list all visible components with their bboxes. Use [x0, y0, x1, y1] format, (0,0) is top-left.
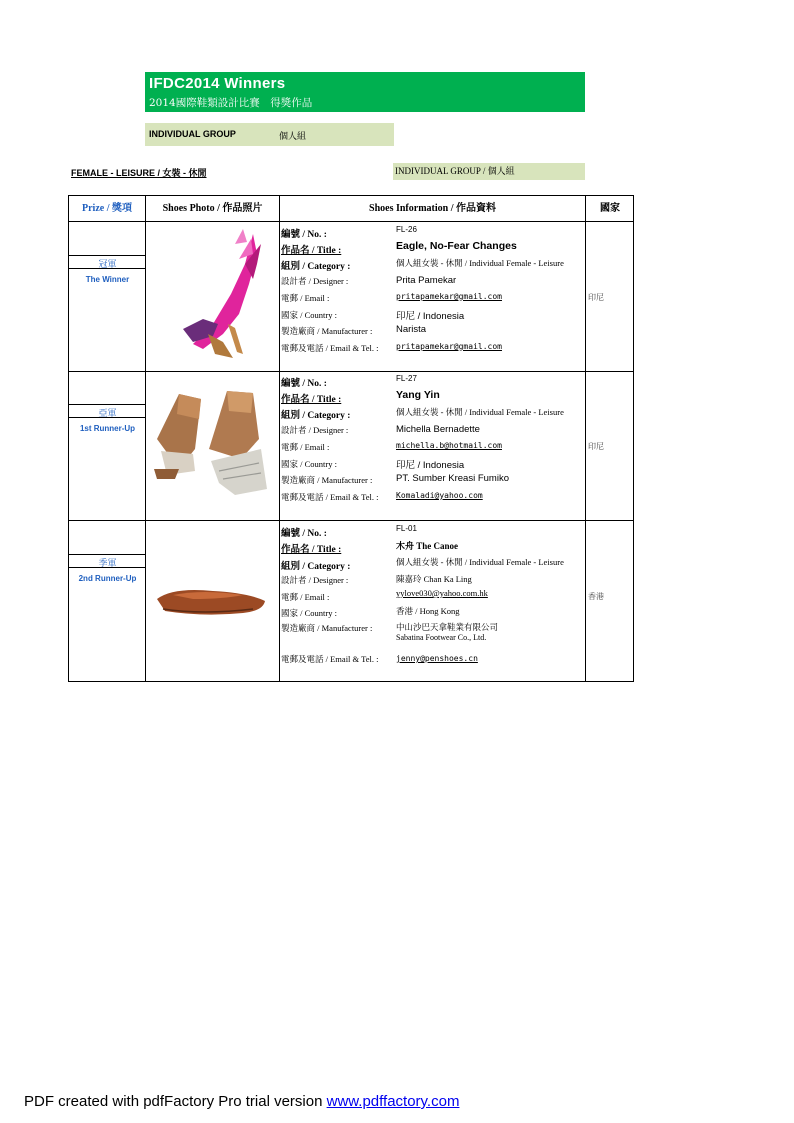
label-title: 作品名 / Title : [281, 246, 342, 256]
pink-eagle-shoe-photo [173, 224, 263, 364]
label-designer: 設計者 / Designer : [281, 425, 349, 435]
entry-manufacturer: 中山沙巴天拿鞋業有限公司 [396, 622, 499, 632]
entry-contact-link[interactable]: Komaladi@yahoo.com [396, 491, 483, 500]
entry-manufacturer: PT. Sumber Kreasi Fumiko [396, 473, 509, 484]
entry-email-link[interactable]: yylove030@yahoo.com.hk [396, 588, 488, 598]
label-contact: 電郵及電話 / Email & Tel. : [281, 343, 379, 353]
category-title: FEMALE - LEISURE / 女裝 - 休閒 [71, 168, 207, 178]
entry-manufacturer: Narista [396, 324, 427, 335]
label-no: 編號 / No. : [281, 529, 327, 539]
label-designer: 設計者 / Designer : [281, 276, 349, 286]
label-contact: 電郵及電話 / Email & Tel. : [281, 654, 379, 664]
entry-country: 印尼 / Indonesia [396, 460, 465, 471]
entry-title: Yang Yin [396, 389, 440, 401]
footer-link[interactable]: www.pdffactory.com [326, 1093, 460, 1110]
table-divider [279, 196, 280, 682]
label-email: 電郵 / Email : [281, 442, 330, 452]
label-no: 編號 / No. : [281, 230, 327, 240]
pdf-footer [24, 1093, 459, 1110]
entry-email-link[interactable]: pritapamekar@gmail.com [396, 292, 502, 301]
wedge-sandals-photo [149, 379, 273, 501]
table-divider [69, 371, 634, 372]
table-divider [69, 221, 634, 222]
label-contact: 電郵及電話 / Email & Tel. : [281, 492, 379, 502]
label-manufacturer: 製造廠商 / Manufacturer : [281, 475, 373, 485]
entry-contact-link[interactable]: jenny@penshoes.cn [396, 654, 478, 663]
entry-category: 個人組女裝 - 休閒 / Individual Female - Leisure [396, 258, 564, 268]
label-country: 國家 / Country : [281, 310, 337, 320]
label-category: 組別 / Category : [281, 262, 351, 272]
entry-designer: Michella Bernadette [396, 424, 480, 435]
prize-zh: 冠軍 [98, 260, 117, 270]
prize-en: 2nd Runner-Up [78, 574, 137, 583]
label-no: 編號 / No. : [281, 379, 327, 389]
entry-no: FL-27 [396, 374, 417, 383]
entry-category: 個人組女裝 - 休閒 / Individual Female - Leisure [396, 407, 564, 417]
entry-country: 香港 / Hong Kong [396, 606, 460, 616]
label-country: 國家 / Country : [281, 608, 337, 618]
label-category: 組別 / Category : [281, 562, 351, 572]
entry-category: 個人組女裝 - 休閒 / Individual Female - Leisure [396, 557, 564, 567]
entry-designer: Prita Pamekar [396, 275, 457, 286]
entry-manufacturer-en: Sabatina Footwear Co., Ltd. [396, 633, 487, 642]
entry-title: Eagle, No-Fear Changes [396, 240, 517, 252]
entry-email-link[interactable]: michella.b@hotmail.com [396, 441, 502, 450]
group-bar [145, 123, 394, 146]
label-manufacturer: 製造廠商 / Manufacturer : [281, 326, 373, 336]
footer-text: PDF created with pdfFactory Pro trial version [24, 1093, 327, 1110]
prize-en: The Winner [85, 275, 130, 284]
table-divider [69, 520, 634, 521]
label-category: 組別 / Category : [281, 411, 351, 421]
page-banner [145, 72, 585, 112]
entry-country-short: 印尼 [588, 293, 604, 302]
header-country: 國家 [600, 203, 620, 214]
entry-country: 印尼 / Indonesia [396, 311, 465, 322]
entry-no: FL-01 [396, 524, 417, 533]
header-photo: Shoes Photo / 作品照片 [162, 203, 263, 214]
table-divider [585, 196, 586, 682]
label-title: 作品名 / Title : [281, 545, 342, 555]
header-info: Shoes Information / 作品資料 [369, 203, 496, 214]
entry-contact-link[interactable]: pritapamekar@gmail.com [396, 342, 502, 351]
label-email: 電郵 / Email : [281, 592, 330, 602]
prize-en: 1st Runner-Up [79, 424, 136, 433]
entry-country-short: 香港 [588, 592, 604, 601]
label-designer: 設計者 / Designer : [281, 575, 349, 585]
canoe-flat-shoe-photo [153, 581, 269, 621]
group-name-zh: 個人組 [279, 132, 307, 142]
label-country: 國家 / Country : [281, 459, 337, 469]
group-name-en: INDIVIDUAL GROUP [149, 129, 236, 139]
label-title: 作品名 / Title : [281, 395, 342, 405]
entry-no: FL-26 [396, 225, 417, 234]
entry-country-short: 印尼 [588, 442, 604, 451]
entry-title: 木舟 The Canoe [396, 541, 459, 551]
banner-subtitle: 2014國際鞋類設計比賽 得獎作品 [149, 97, 313, 109]
label-manufacturer: 製造廠商 / Manufacturer : [281, 623, 373, 633]
winners-table [68, 195, 634, 682]
entry-designer: 陳嘉玲 Chan Ka Ling [396, 574, 472, 584]
banner-title: IFDC2014 Winners [149, 75, 286, 92]
header-prize: Prize / 獎項 [82, 203, 132, 214]
label-email: 電郵 / Email : [281, 293, 330, 303]
prize-zh: 季軍 [98, 559, 117, 569]
category-group-label: INDIVIDUAL GROUP / 個人組 [393, 163, 585, 180]
prize-zh: 亞軍 [98, 409, 117, 419]
